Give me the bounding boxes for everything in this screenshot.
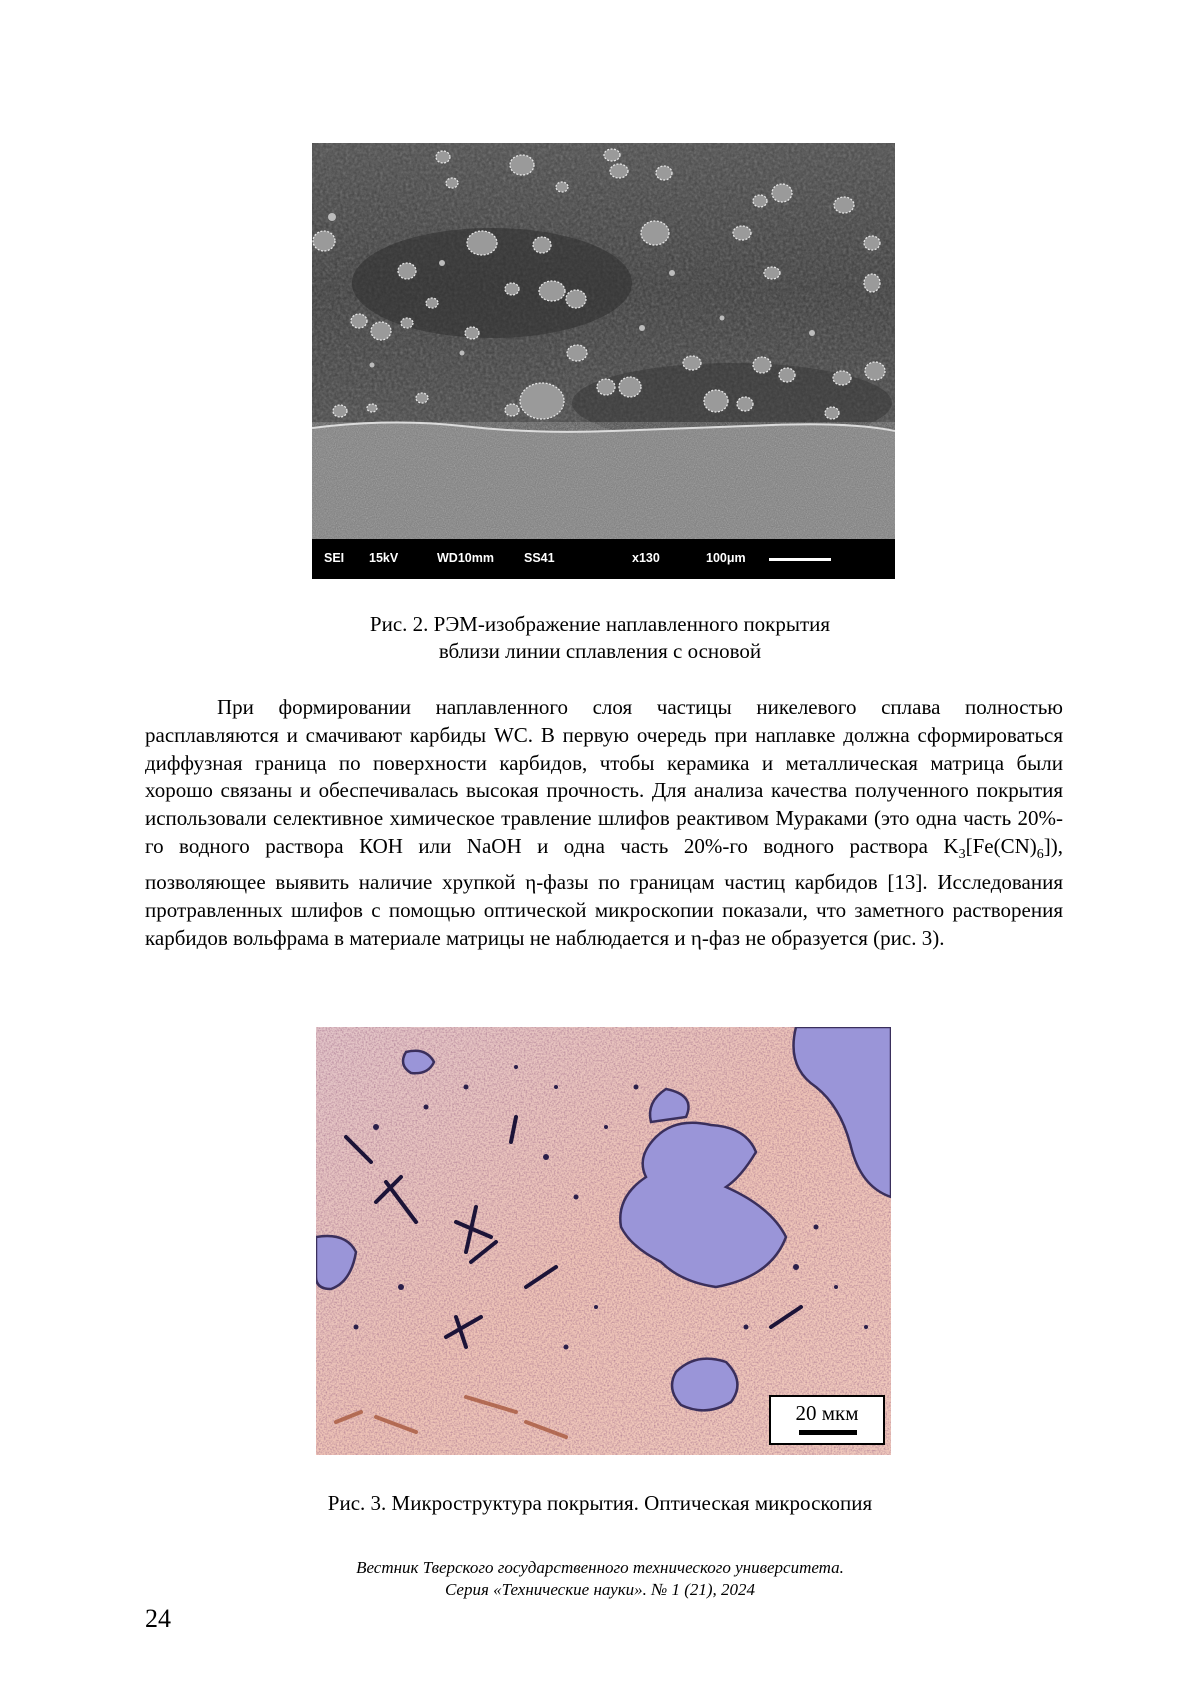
paragraph-text-start: При формировании наплавленного слоя частицы никелевого сплава полностью расплавляются и смачивают карбиды WC. В первую очередь при наплавке должна сформироваться диффузная граница по поверхности карбидов, чтобы керамика и металлическая матрица были хорошо связаны и обеспечивалась высокая прочность. Для анализа качества полученного покрытия использовали селективное химическое травление шлифов реактивом Мураками (это одна часть 20%-го водного раствора КОН или NaOH и одна часть 20%-го водного раствора (145, 695, 1063, 858)
body-paragraph (145, 694, 1063, 952)
figure-2-caption-line-1: Рис. 2. РЭМ-изображение наплавленного покрытия (369, 612, 831, 636)
journal-footer-line-1: Вестник Тверского государственного технического университета. (356, 1558, 844, 1577)
scale-bar-label: 20 мкм (795, 1401, 859, 1425)
sem-micrograph (312, 143, 895, 579)
sem-info-bar (312, 539, 895, 579)
optical-micrograph (316, 1027, 891, 1455)
scale-bar-line (799, 1430, 857, 1435)
sem-spot: SS41 (524, 551, 555, 565)
optical-micrograph-figure-3 (316, 1027, 891, 1455)
sem-scale-bar (769, 558, 831, 561)
sem-voltage: 15kV (369, 551, 399, 565)
figure-2-caption-line-2: вблизи линии сплавления с основой (438, 639, 762, 663)
sem-mode: SEI (324, 551, 345, 565)
formula-middle: [Fe(CN) (965, 833, 1037, 858)
sem-magnification: x130 (632, 551, 660, 565)
sem-scale-label: 100μm (706, 551, 746, 565)
sem-image-figure-2 (312, 143, 895, 579)
figure-3-caption: Рис. 3. Микроструктура покрытия. Оптическая микроскопия (327, 1491, 873, 1515)
formula-k: K (943, 833, 959, 858)
page-number: 24 (145, 1604, 171, 1633)
journal-footer-line-2: Серия «Технические науки». № 1 (21), 2024 (444, 1580, 756, 1599)
paragraph-text-end: ]), позволяющее выявить наличие хрупкой η-фазы по границам частиц карбидов [13]. Исследования протравленных шлифов с помощью оптической микроскопии показали, что заметного растворения карбидов вольфрама в материале матрицы не наблюдается и η-фаз не образуется (рис. 3). (145, 833, 1063, 950)
formula-subscript-2: 6 (1036, 847, 1044, 863)
figure-2-caption (0, 611, 1200, 665)
sem-working-distance: WD10mm (437, 551, 494, 565)
scale-bar-box (769, 1395, 885, 1445)
journal-footer (0, 1557, 1200, 1601)
formula-subscript-1: 3 (958, 847, 966, 863)
